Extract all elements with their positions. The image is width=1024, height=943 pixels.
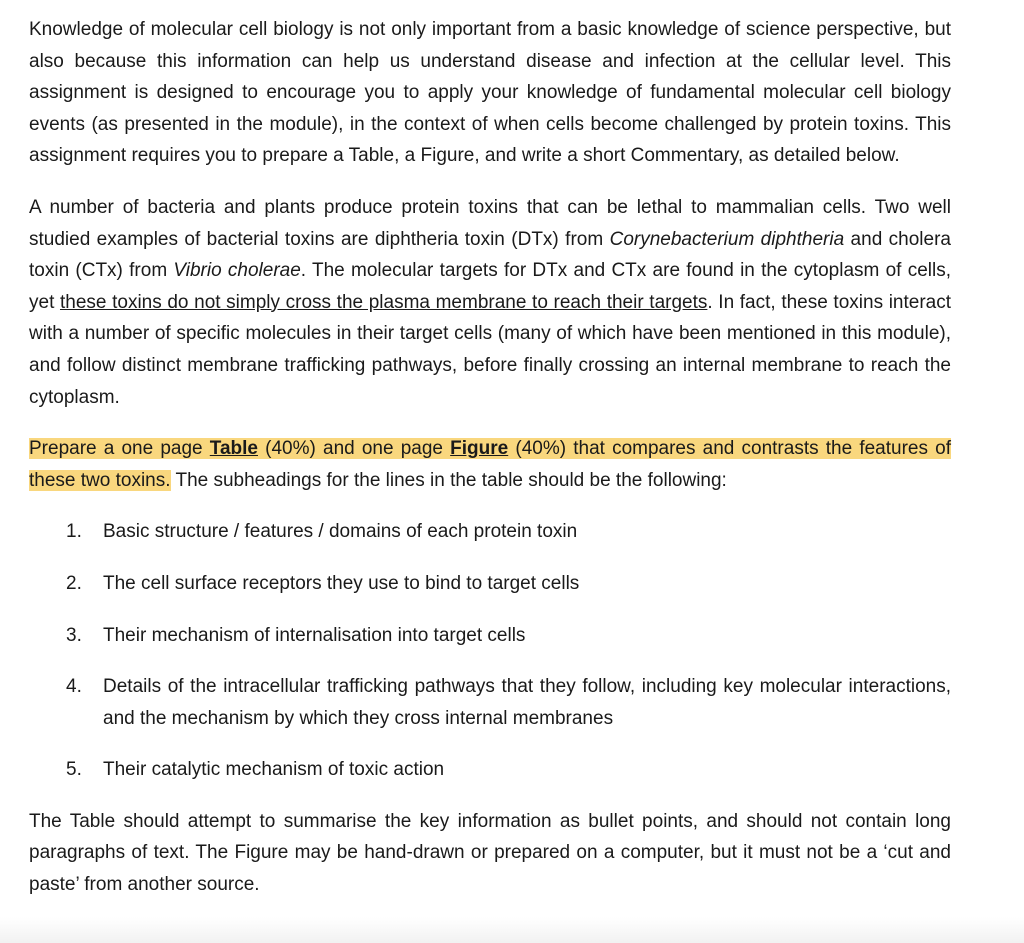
organism-vibrio: Vibrio cholerae	[173, 260, 301, 282]
list-item	[29, 754, 951, 786]
list-item	[29, 620, 951, 652]
underlined-statement: these toxins do not simply cross the plasma membrane to reach their targets	[59, 291, 708, 313]
list-number: 2.	[66, 572, 82, 594]
list-item-text: Their catalytic mechanism of toxic action	[103, 759, 445, 781]
task-text-2: (40%) and one page	[258, 438, 451, 460]
task-text-3: (40%) that compares and contrasts the features of these two toxins.	[29, 438, 951, 491]
toxins-text-4: . In fact, these toxins interact with a number of specific molecules in their target cells (many of which have been mentioned in this module), and follow distinct membrane trafficking pathways, before finally crossing an internal membrane to reach the cytoplasm.	[29, 291, 952, 408]
closing-paragraph: The Table should attempt to summarise the key information as bullet points, and should not contain long paragraphs of text. The Figure may be hand-drawn or prepared on a computer, but it must not be a ‘cut and paste’ from another source.	[29, 810, 951, 896]
list-number: 1.	[66, 521, 82, 543]
subheadings-list	[29, 516, 951, 786]
assignment-document	[29, 14, 951, 901]
toxins-text-1: A number of bacteria and plants produce protein toxins that can be lethal to mammalian cells. Two well studied examples of bacterial toxins are diphtheria toxin (DTx) from	[29, 196, 951, 250]
task-text-4: The subheadings for the lines in the table should be the following:	[170, 469, 727, 491]
list-item-text: Their mechanism of internalisation into target cells	[103, 624, 526, 646]
list-number: 5.	[66, 759, 82, 781]
table-keyword: Table	[209, 438, 258, 460]
list-number: 4.	[66, 676, 82, 698]
task-text-1: Prepare a one page	[29, 438, 210, 460]
toxins-text-3: . The molecular targets for DTx and CTx are found in the cytoplasm of cells, yet	[29, 260, 951, 313]
toxins-text-2: and cholera toxin (CTx) from	[29, 228, 951, 282]
intro-paragraph: Knowledge of molecular cell biology is not only important from a basic knowledge of science perspective, but also because this information can help us understand disease and infection at the cellular level. This assignment is designed to encourage you to apply your knowledge of fundamental molecular cell biology events (as presented in the module), in the context of when cells become challenged by protein toxins. This assignment requires you to prepare a Table, a Figure, and write a short Commentary, as detailed below.	[29, 19, 951, 167]
bottom-edge-shadow	[0, 917, 1024, 943]
task-paragraph	[29, 433, 951, 496]
list-item	[29, 671, 951, 734]
figure-keyword: Figure	[450, 438, 509, 460]
list-item	[29, 516, 951, 548]
list-item-text: Basic structure / features / domains of each protein toxin	[103, 521, 578, 543]
list-item-text: Details of the intracellular trafficking pathways that they follow, including key molecular interactions, and the mechanism by which they cross internal membranes	[103, 676, 951, 729]
toxins-paragraph	[29, 192, 951, 413]
list-number: 3.	[66, 624, 82, 646]
list-item-text: The cell surface receptors they use to bind to target cells	[103, 572, 580, 594]
list-item	[29, 568, 951, 600]
organism-corynebacterium: Corynebacterium diphtheria	[609, 228, 845, 250]
